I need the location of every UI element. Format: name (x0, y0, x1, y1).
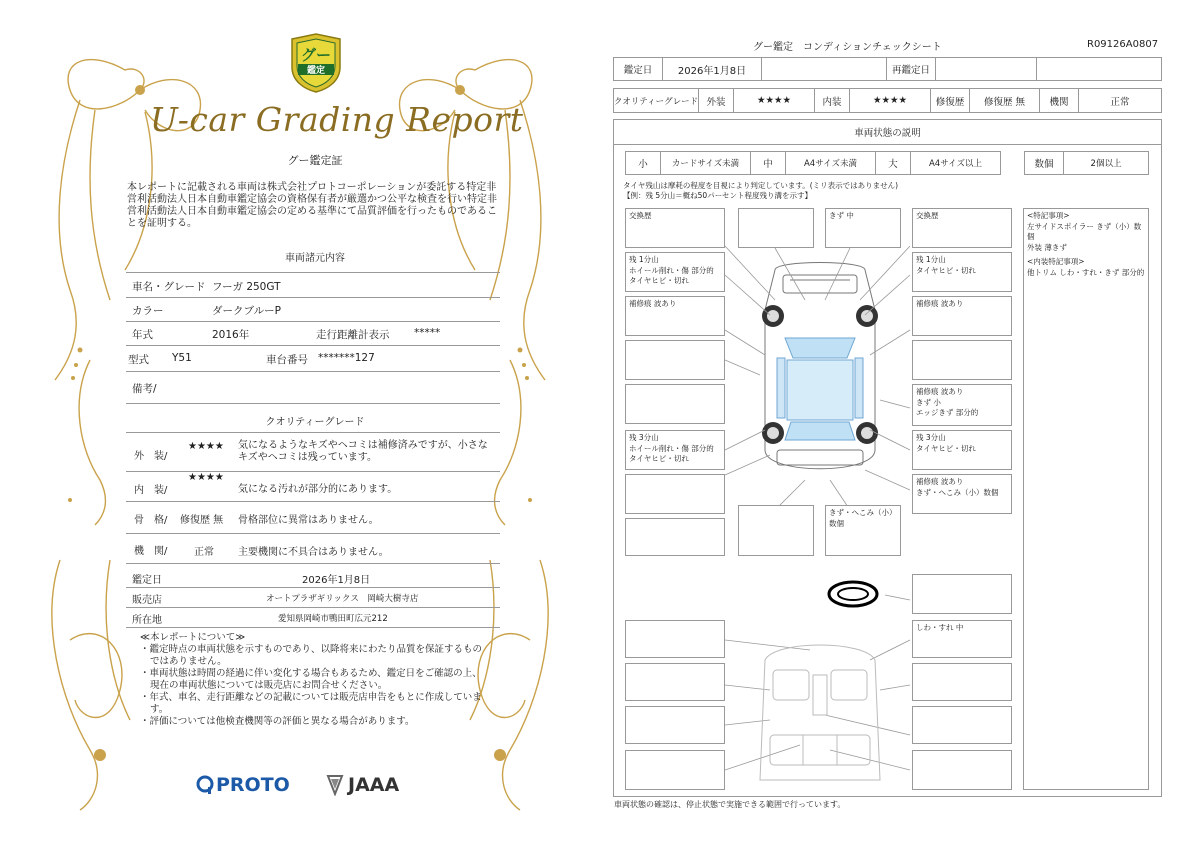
spec-model-value: Y51 (172, 352, 192, 364)
grade-heading: クオリティーグレード (265, 417, 365, 428)
note-item: ・車両状態は時間の経過に伴い変化する場合もあるため、鑑定日をご確認の上、現在の車両状態については販売店にお問合せください。 (140, 668, 482, 691)
spec-chassis-label: 車台番号 (266, 354, 308, 366)
repair-label-cell: 修復歴 (930, 88, 970, 113)
report-number: R09126A0807 (1087, 39, 1159, 50)
spec-name-label: 車名・グレード (132, 281, 206, 293)
grade-engine-label: 機 関/ (134, 546, 168, 557)
spec-mileage-value: ***** (414, 327, 441, 339)
damage-box-left-8 (625, 518, 725, 556)
issue-row-dealer (126, 588, 500, 608)
sheet-footer-note: 車両状態の確認は、停止状態で実施できる範囲で行っています。 (614, 800, 846, 809)
spec-remarks-label: 備考/ (132, 383, 157, 395)
grade-frame-text: 骨格部位に異常はありません。 (238, 515, 379, 526)
int-label-cell: 内装 (814, 88, 850, 113)
interior-box-left-2 (625, 663, 725, 701)
damage-box-right-2: 残 1分山 タイヤヒビ・切れ (912, 252, 1012, 292)
grade-frame-value: 修復歴 無 (180, 515, 224, 526)
damage-box-right-3: 補修痕 波あり (912, 296, 1012, 336)
grade-interior-text: 気になる汚れが部分的にあります。 (238, 484, 398, 495)
legend-large-desc: A4サイズ以上 (910, 151, 1001, 175)
interior-box-right-4 (912, 750, 1012, 790)
spec-name-value: フーガ 250GT (212, 281, 281, 293)
certificate-subtitle: グー鑑定証 (287, 154, 343, 167)
spec-chassis-value: *******127 (318, 352, 375, 364)
ext-stars-cell: ★★★★ (733, 88, 815, 113)
special-notes-label: <特記事項> (1027, 211, 1070, 220)
issue-date-label: 鑑定日 (132, 575, 162, 586)
damage-box-left-7 (625, 474, 725, 514)
spec-row-model (126, 346, 500, 372)
state-heading: 車両状態の説明 (613, 119, 1162, 145)
goo-kantei-logo (288, 33, 344, 93)
tire-note-2: 【例：残 5分山＝概ね50パーセント程度残り溝を示す】 (623, 191, 813, 200)
repair-value-cell: 修復歴 無 (969, 88, 1040, 113)
grade-exterior-stars: ★★★★ (188, 441, 224, 452)
legend-mid: 中 (750, 151, 786, 175)
interior-box-left-1 (625, 620, 725, 658)
spec-row-year (126, 322, 500, 346)
redate-label-cell: 再鑑定日 (886, 57, 936, 81)
legend-mid-desc: A4サイズ未満 (785, 151, 876, 175)
jaaa-logo-icon (326, 774, 344, 796)
spec-mileage-label: 走行距離計表示 (316, 329, 390, 341)
tire-note-1: タイヤ残山は摩耗の程度を目視により判定しています。(ミリ表示ではありません) (623, 181, 899, 190)
damage-box-top-2: きず 中 (825, 208, 901, 248)
ext-label-cell: 外装 (698, 88, 734, 113)
interior-notes-label: <内装特記事項> (1027, 257, 1085, 266)
engine-value-cell: 正常 (1078, 88, 1162, 113)
damage-box-bottom-1 (738, 505, 814, 556)
grade-row-frame (126, 502, 500, 534)
grade-engine-value: 正常 (194, 547, 214, 558)
grade-interior-stars: ★★★★ (188, 472, 224, 483)
legend-count-desc: 2個以上 (1063, 151, 1149, 175)
damage-box-right-5: 補修痕 波あり きず 小 エッジきず 部分的 (912, 384, 1012, 426)
interior-box-left-4 (625, 750, 725, 790)
logo-text-bottom: 鑑定 (306, 66, 326, 76)
grade-frame-label: 骨 格/ (134, 515, 168, 526)
damage-box-top-1 (738, 208, 814, 248)
grade-row-engine (126, 534, 500, 564)
spec-row-color (126, 298, 500, 322)
note-item: ・評価については他検査機関等の評価と異なる場合があります。 (140, 716, 415, 727)
issue-row-address (126, 608, 500, 628)
issue-dealer-value: オートプラザギリックス 岡崎大樹寺店 (266, 594, 419, 604)
damage-box-left-2: 残 1分山 ホイール削れ・傷 部分的 タイヤヒビ・切れ (625, 252, 725, 292)
issue-date-value: 2026年1月8日 (302, 575, 371, 586)
date-value-cell: 2026年1月8日 (662, 57, 762, 81)
int-stars-cell: ★★★★ (849, 88, 931, 113)
spec-year-value: 2016年 (212, 329, 250, 341)
legend-count: 数個 (1024, 151, 1064, 175)
damage-box-right-4 (912, 340, 1012, 380)
damage-box-left-1: 交換歴 (625, 208, 725, 248)
issue-row-date (126, 568, 500, 588)
interior-box-right-3 (912, 706, 1012, 744)
issue-address-value: 愛知県岡崎市鴨田町広元212 (278, 614, 388, 624)
specs-heading: 車両諸元内容 (285, 253, 345, 264)
interior-box-left-3 (625, 706, 725, 744)
damage-box-left-3: 補修痕 波あり (625, 296, 725, 336)
damage-box-left-4 (625, 340, 725, 380)
report-title: U-car Grading Report (150, 100, 524, 139)
date-label-cell: 鑑定日 (613, 57, 663, 81)
condition-check-sheet (605, 0, 1200, 848)
special-notes-panel (1023, 208, 1149, 790)
special-notes-text: 左サイドスポイラー きず（小）数個 外装 薄きず (1027, 221, 1142, 252)
spec-year-label: 年式 (132, 329, 153, 341)
engine-label-cell: 機関 (1039, 88, 1079, 113)
note-item: ・年式、車名、走行距離などの記載については販売店申告をもとに作成しています。 (140, 692, 482, 715)
spec-color-value: ダークブルーP (212, 305, 281, 317)
proto-logo-icon (196, 775, 214, 795)
legend-large: 大 (875, 151, 911, 175)
interior-box-right-1: しわ・すれ 中 (912, 620, 1012, 658)
notes-heading: ≪本レポートについて≫ (140, 632, 246, 643)
spec-model-label: 型式 (128, 354, 149, 366)
issue-address-label: 所在地 (132, 615, 162, 626)
grade-row-interior (126, 472, 500, 502)
sheet-title: グー鑑定 コンディションチェックシート (753, 42, 942, 53)
damage-box-right-1: 交換歴 (912, 208, 1012, 248)
grade-exterior-label: 外 装/ (134, 451, 168, 462)
damage-box-right-6: 残 3分山 タイヤヒビ・切れ (912, 430, 1012, 470)
grade-row-exterior (126, 432, 500, 472)
certificate-statement: 本レポートに記載される車両は株式会社プロトコーポレーションが委託する特定非営利活動法人日本自動車鑑定協会の資格保有者が厳選かつ公平な検査を行い特定非営利活動法人日本自動車鑑定協会の定める基準にて品質評価を行ったものであることを証明する。 (127, 182, 497, 229)
legend-small: 小 (625, 151, 661, 175)
interior-notes-text: 他トリム しわ・すれ・きず 部分的 (1027, 267, 1145, 277)
grade-label-cell: クオリティーグレード (613, 88, 699, 113)
damage-box-right-7: 補修痕 波あり きず・へこみ（小）数個 (912, 474, 1012, 514)
logo-text-top: グー (300, 46, 332, 64)
grade-interior-label: 内 装/ (134, 485, 168, 496)
note-item: ・鑑定時点の車両状態を示すものであり、以降将来にわたり品質を保証するものではありません。 (140, 644, 483, 667)
spec-row-name (126, 272, 500, 298)
jaaa-brand-logo: JAAA (348, 774, 400, 796)
grade-engine-text: 主要機関に不具合はありません。 (238, 547, 389, 558)
report-notes (140, 632, 490, 728)
damage-box-left-5 (625, 384, 725, 424)
spec-color-label: カラー (132, 305, 164, 317)
steering-wheel-icon (827, 580, 879, 608)
proto-brand-logo: PROTO (216, 774, 290, 796)
grade-exterior-text: 気になるようなキズやヘコミは補修済みですが、小さなキズやヘコミは残っています。 (238, 440, 488, 463)
legend-small-desc: カードサイズ未満 (660, 151, 751, 175)
spec-row-remarks (126, 372, 500, 404)
issue-dealer-label: 販売店 (132, 595, 162, 606)
damage-box-bottom-2: きず・へこみ（小）数個 (825, 505, 901, 556)
interior-box-right-2 (912, 663, 1012, 701)
damage-box-left-6: 残 3分山 ホイール削れ・傷 部分的 タイヤヒビ・切れ (625, 430, 725, 470)
car-interior-diagram (755, 640, 885, 790)
interior-box-right-0 (912, 574, 1012, 614)
